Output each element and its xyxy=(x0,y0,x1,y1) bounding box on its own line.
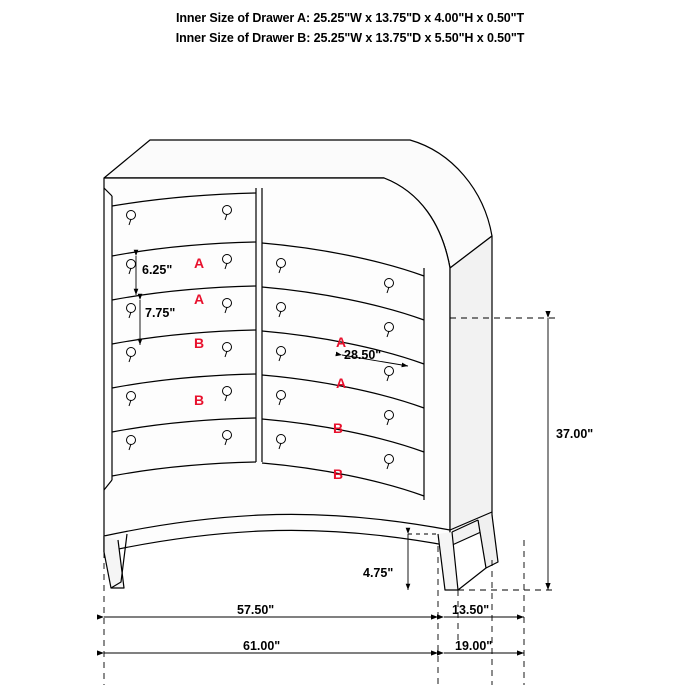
dimension-drawer-b-height: 7.75" xyxy=(145,306,176,320)
dimension-drawer-width: 28.50" xyxy=(344,348,382,362)
drawer-a-spec-text: Inner Size of Drawer A: 25.25"W x 13.75"D x 4.00"H x 0.50"T xyxy=(175,11,525,25)
drawer-label-right-3: B xyxy=(333,420,344,436)
dimension-drawer-a-height: 6.25" xyxy=(142,263,173,277)
dimension-total-height: 37.00" xyxy=(556,427,594,441)
drawer-label-right-2: A xyxy=(336,375,347,391)
drawer-label-right-4: B xyxy=(333,466,344,482)
dimension-body-width: 57.50" xyxy=(237,603,275,617)
drawer-label-left-2: A xyxy=(194,291,205,307)
drawer-label-right-1: A xyxy=(336,334,347,350)
drawer-b-spec-text: Inner Size of Drawer B: 25.25"W x 13.75"D x 5.50"H x 0.50"T xyxy=(175,31,525,45)
dimension-body-depth: 13.50" xyxy=(452,603,490,617)
dimension-leg-height: 4.75" xyxy=(363,566,394,580)
dimension-overall-width: 61.00" xyxy=(243,639,281,653)
dimension-overall-depth: 19.00" xyxy=(455,639,493,653)
drawer-label-left-3: B xyxy=(194,335,205,351)
drawer-label-left-1: A xyxy=(194,255,205,271)
drawer-label-left-4: B xyxy=(194,392,205,408)
